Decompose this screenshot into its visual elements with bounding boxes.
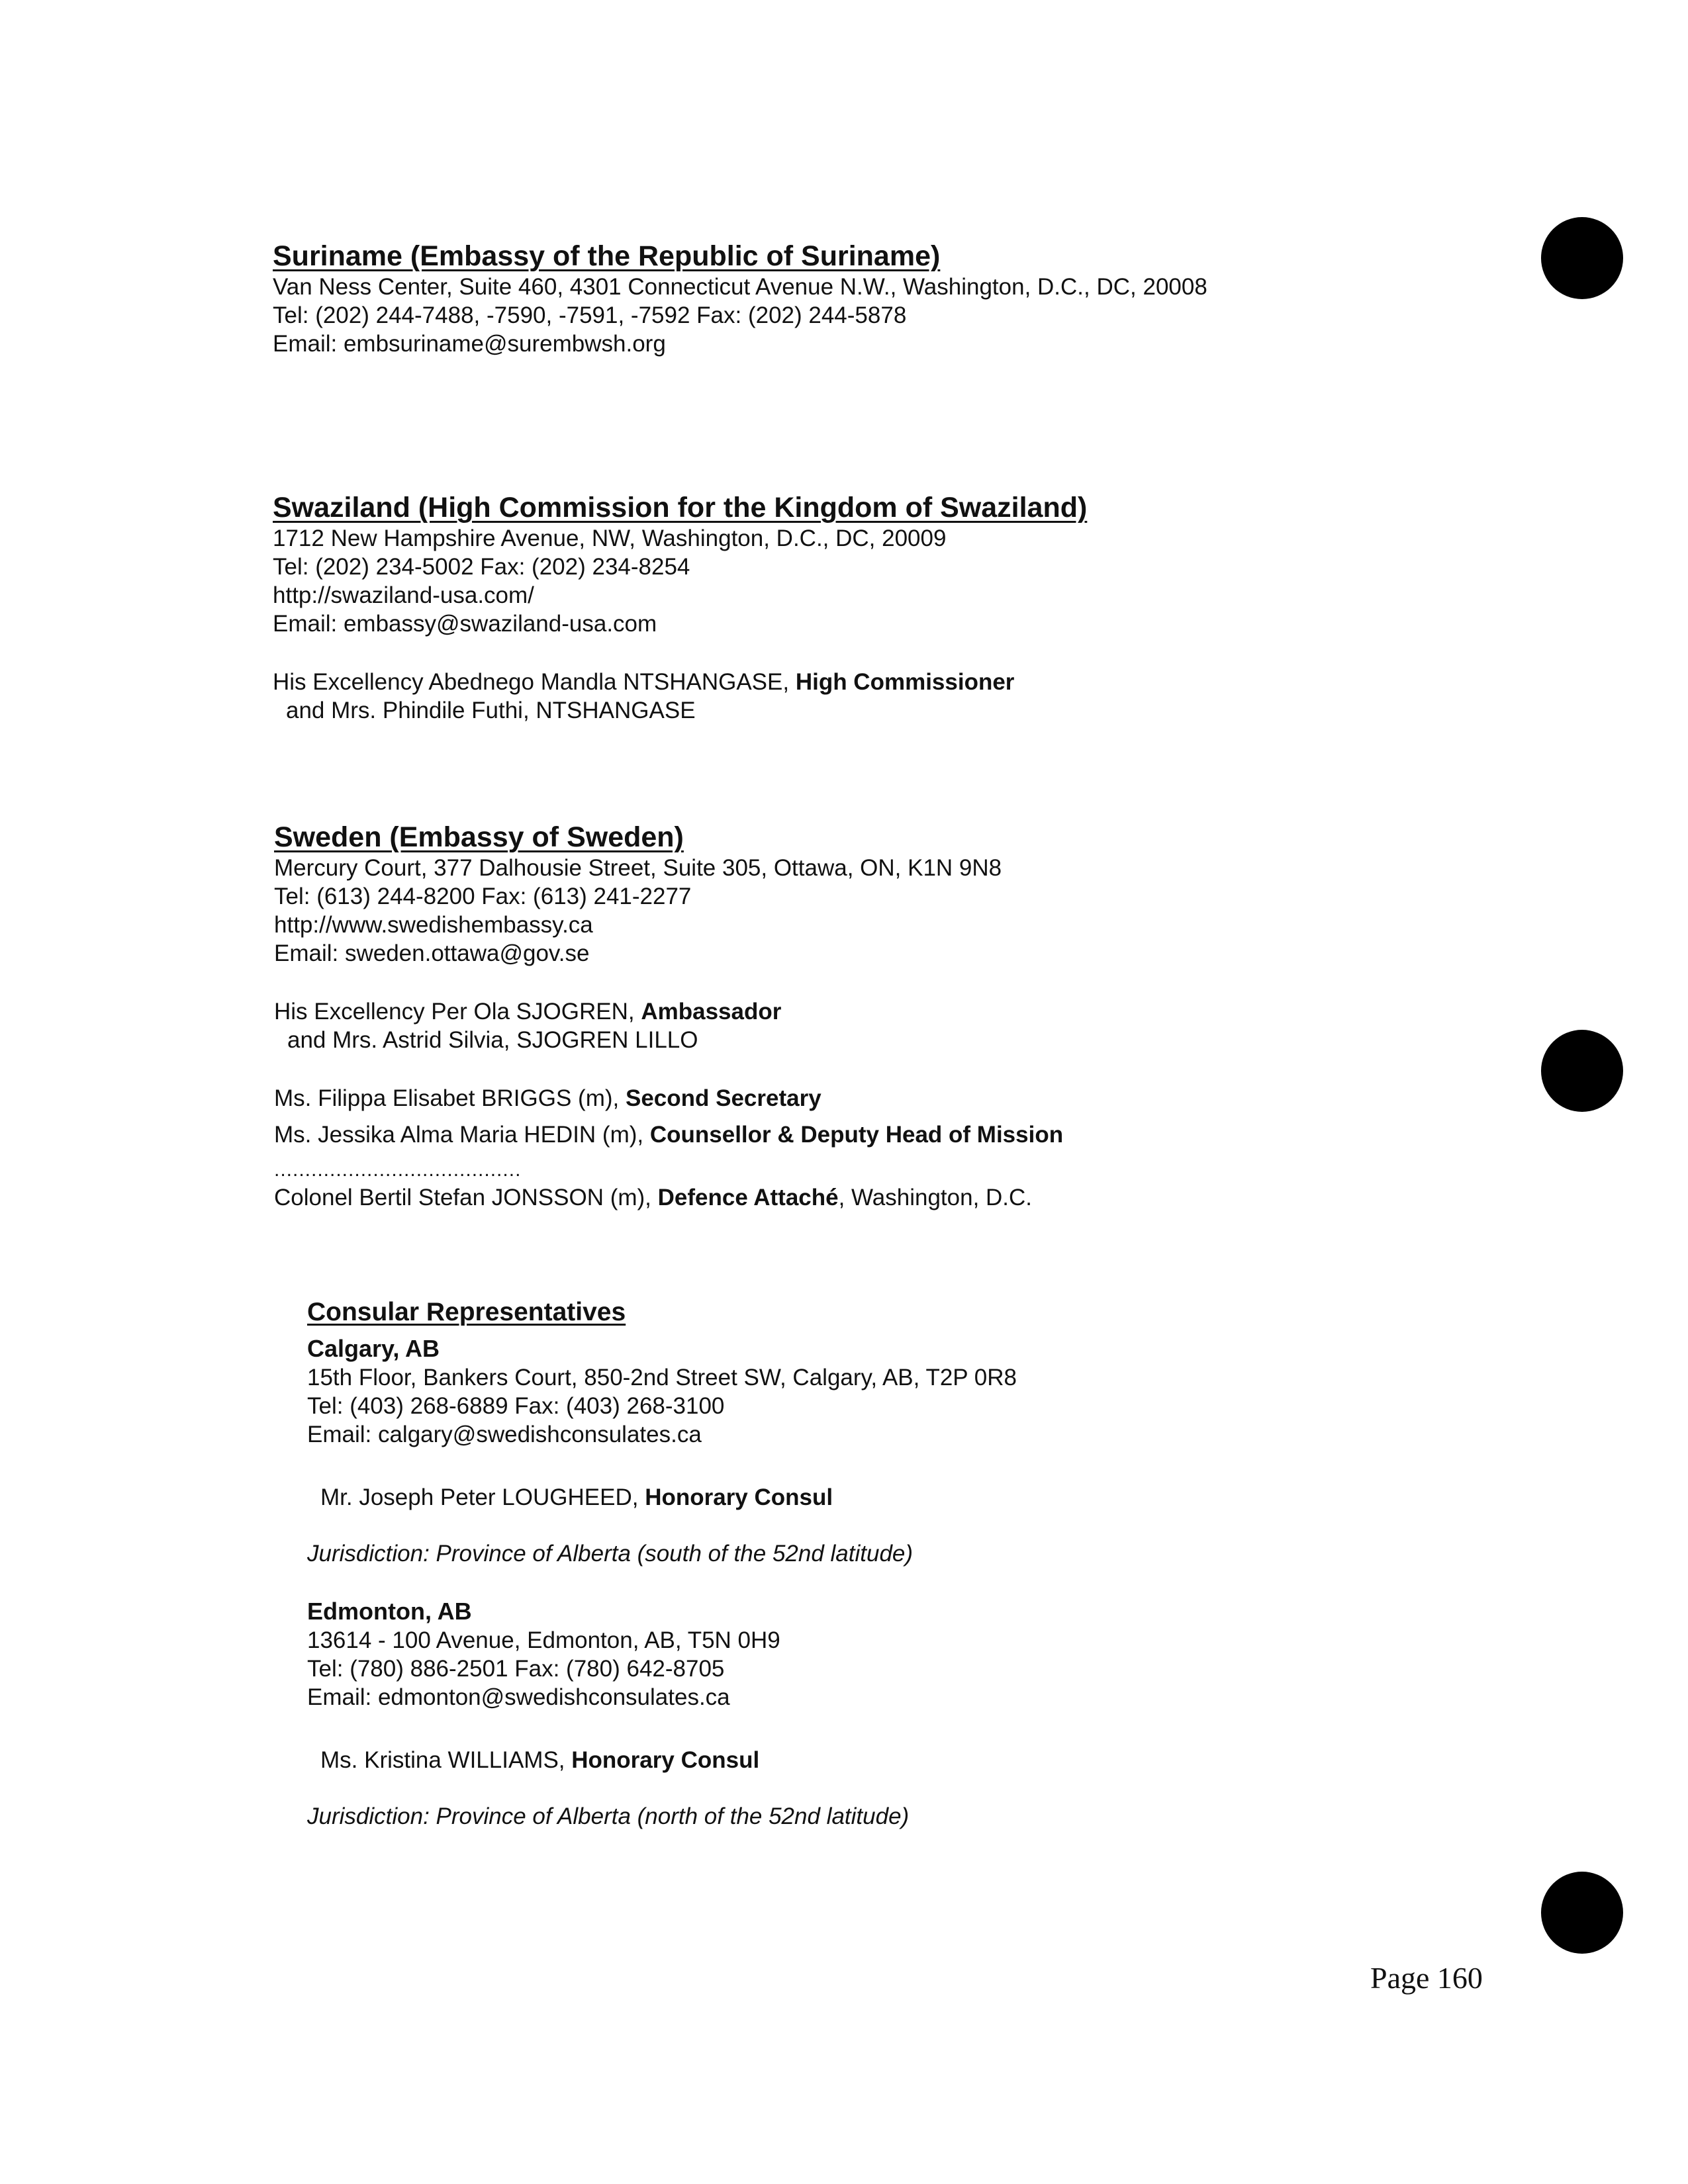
consul-title: Honorary Consul [645, 1484, 833, 1510]
suriname-heading: Suriname (Embassy of the Republic of Suriname) [273, 240, 941, 272]
suriname-address: Van Ness Center, Suite 460, 4301 Connecticut Avenue N.W., Washington, D.C., DC, 20008 [273, 274, 1207, 300]
attache-title: Defence Attaché [657, 1185, 839, 1210]
swaziland-website: http://swaziland-usa.com/ [273, 582, 534, 608]
consular-representatives [307, 1297, 1017, 1831]
consular-office-city: Calgary, AB [307, 1335, 440, 1362]
swaziland-head-title: High Commissioner [795, 669, 1015, 695]
separator-dots: ........................................ [274, 1159, 522, 1181]
swaziland-address: 1712 New Hampshire Avenue, NW, Washington, D.C., DC, 20009 [273, 525, 947, 551]
sweden-defence-attache [274, 1183, 1063, 1212]
swaziland-entry [273, 491, 1087, 725]
sweden-heading: Sweden (Embassy of Sweden) [274, 821, 684, 853]
consular-jurisdiction: Jurisdiction: Province of Alberta (south of the 52nd latitude) [307, 1541, 914, 1567]
staff-name: Ms. Jessika Alma Maria HEDIN (m), [274, 1122, 644, 1148]
suriname-email: Email: embsuriname@surembwsh.org [273, 331, 666, 357]
suriname-entry [273, 240, 1207, 358]
suriname-phone: Tel: (202) 244-7488, -7590, -7591, -7592 Fax: (202) 244-5878 [273, 302, 907, 328]
sweden-head-name: His Excellency Per Ola SJOGREN, [274, 999, 635, 1024]
swaziland-email: Email: embassy@swaziland-usa.com [273, 611, 657, 637]
sweden-address: Mercury Court, 377 Dalhousie Street, Suite 305, Ottawa, ON, K1N 9N8 [274, 855, 1002, 881]
sweden-head-of-mission [274, 997, 1063, 1026]
consular-office-address: 15th Floor, Bankers Court, 850-2nd Street SW, Calgary, AB, T2P 0R8 [307, 1365, 1017, 1390]
page-number: Page 160 [1370, 1961, 1483, 1995]
sweden-staff-member [274, 1084, 1063, 1113]
consular-office-city: Edmonton, AB [307, 1598, 472, 1625]
swaziland-heading: Swaziland (High Commission for the Kingdom of Swaziland) [273, 492, 1088, 523]
consular-office-phone: Tel: (403) 268-6889 Fax: (403) 268-3100 [307, 1393, 725, 1419]
punch-hole-top [1541, 217, 1623, 299]
staff-title: Second Secretary [625, 1085, 821, 1111]
staff-title: Counsellor & Deputy Head of Mission [649, 1122, 1064, 1148]
swaziland-head-spouse: and Mrs. Phindile Futhi, NTSHANGASE [286, 698, 696, 723]
staff-name: Ms. Filippa Elisabet BRIGGS (m), [274, 1085, 620, 1111]
consular-office-address: 13614 - 100 Avenue, Edmonton, AB, T5N 0H9 [307, 1627, 780, 1653]
sweden-email: Email: sweden.ottawa@gov.se [274, 940, 590, 966]
swaziland-phone: Tel: (202) 234-5002 Fax: (202) 234-8254 [273, 554, 690, 580]
consular-office-phone: Tel: (780) 886-2501 Fax: (780) 642-8705 [307, 1656, 725, 1682]
sweden-head-spouse: and Mrs. Astrid Silvia, SJOGREN LILLO [287, 1027, 698, 1053]
swaziland-head-name: His Excellency Abednego Mandla NTSHANGASE, [273, 669, 790, 695]
consular-jurisdiction: Jurisdiction: Province of Alberta (north of the 52nd latitude) [307, 1803, 910, 1829]
attache-name: Colonel Bertil Stefan JONSSON (m), [274, 1185, 651, 1210]
swaziland-head-of-mission [273, 668, 1087, 696]
punch-hole-middle [1541, 1030, 1623, 1112]
sweden-staff-member [274, 1120, 1063, 1149]
consul-entry [307, 1746, 1017, 1774]
sweden-phone: Tel: (613) 244-8200 Fax: (613) 241-2277 [274, 884, 692, 909]
consular-heading: Consular Representatives [307, 1298, 626, 1326]
consul-title: Honorary Consul [571, 1747, 760, 1773]
consular-office-email: Email: calgary@swedishconsulates.ca [307, 1422, 702, 1447]
attache-location: , Washington, D.C. [838, 1185, 1033, 1210]
consular-office-email: Email: edmonton@swedishconsulates.ca [307, 1684, 730, 1710]
consul-name: Ms. Kristina WILLIAMS, [320, 1747, 565, 1773]
sweden-entry [274, 821, 1063, 1212]
punch-hole-bottom [1541, 1872, 1623, 1954]
consul-entry [307, 1483, 1017, 1512]
sweden-website: http://www.swedishembassy.ca [274, 912, 593, 938]
sweden-head-title: Ambassador [641, 999, 782, 1024]
consul-name: Mr. Joseph Peter LOUGHEED, [320, 1484, 639, 1510]
